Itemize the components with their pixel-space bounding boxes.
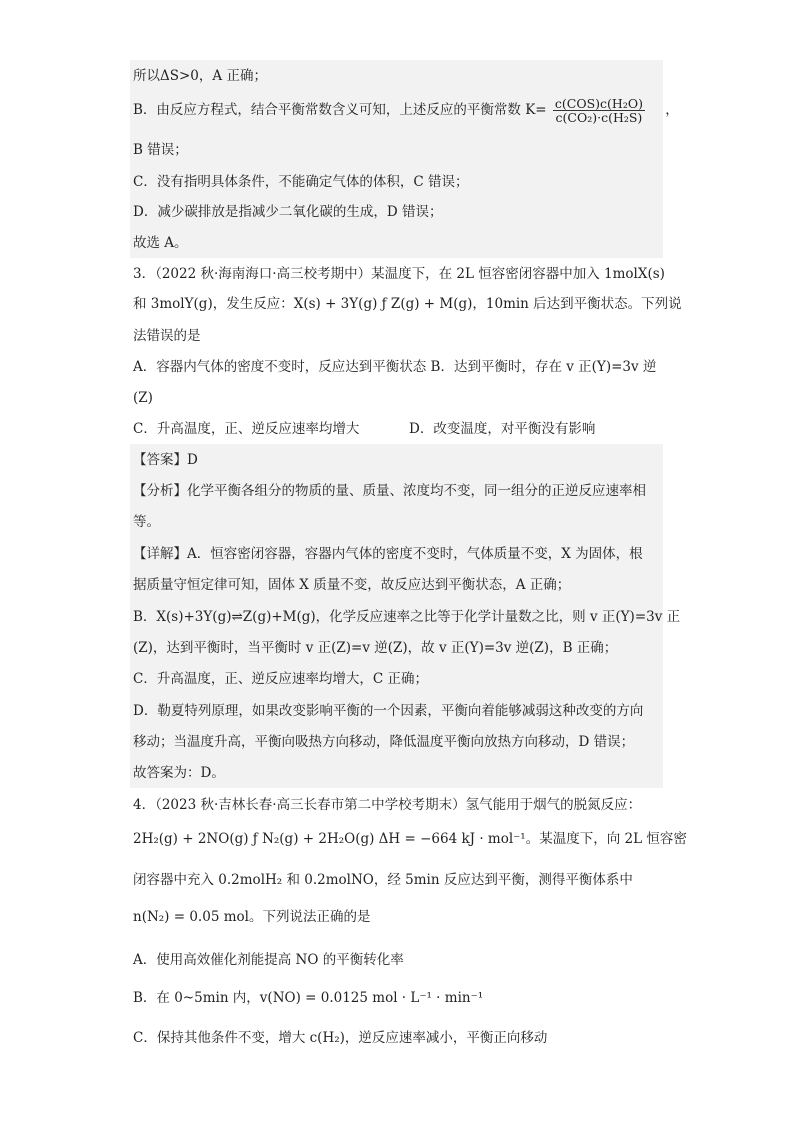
detail-line-8: 故答案为：D。 — [133, 765, 225, 781]
question-3-options-ab: A．容器内气体的密度不变时，反应达到平衡状态 B．达到平衡时，存在 v 正(Y)=3v 逆 — [133, 359, 657, 375]
analysis-line-2: 等。 — [133, 514, 160, 530]
question-4-option-a: A．使用高效催化剂能提高 NO 的平衡转化率 — [133, 952, 404, 968]
question-4-reaction: 2H₂(g) + 2NO(g) ƒ N₂(g) + 2H₂O(g) ΔH = −664 kJ · mol⁻¹。某温度下，向 2L 恒容密 — [133, 831, 687, 847]
detail-line-6: D．勒夏特列原理，如果改变影响平衡的一个因素，平衡向着能够减弱这种改变的方向 — [133, 703, 644, 719]
detail-line-1: 【详解】A．恒容密闭容器，容器内气体的密度不变时，气体质量不变，X 为固体，根 — [133, 546, 643, 562]
analysis-line-1: 【分析】化学平衡各组分的物质的量、质量、浓度均不变，同一组分的正逆反应速率相 — [133, 483, 646, 499]
question-3-option-d: D．改变温度，对平衡没有影响 — [409, 421, 596, 437]
question-4-header: 4．（2023 秋·吉林长春·高三长春市第二中学校考期末）氢气能用于烟气的脱氮反应： — [133, 797, 642, 813]
fraction-numerator: c(COS)c(H₂O) — [554, 96, 643, 111]
question-4-setup: 闭容器中充入 0.2molH₂ 和 0.2molNO，经 5min 反应达到平衡，测得平衡体系中 — [133, 872, 633, 888]
detail-line-4: (Z)，达到平衡时，当平衡时 v 正(Z)=v 逆(Z)，故 v 正(Y)=3v 逆(Z)，B 正确； — [133, 640, 618, 656]
question-4-option-b: B．在 0~5min 内，v(NO) = 0.0125 mol · L⁻¹ · min⁻¹ — [133, 990, 484, 1006]
equilibrium-constant-fraction — [553, 97, 645, 124]
detail-line-5: C．升高温度，正、逆反应速率均增大，C 正确； — [133, 671, 428, 687]
fraction-denominator: c(CO₂)·c(H₂S) — [555, 110, 643, 125]
text-line-4: C．没有指明具体条件，不能确定气体的体积，C 错误； — [133, 174, 469, 190]
trailing-comma: ， — [665, 102, 679, 118]
question-4-prompt: n(N₂) = 0.05 mol。下列说法正确的是 — [133, 909, 371, 925]
question-3-prompt: 法错误的是 — [133, 328, 201, 344]
question-3-reaction: 和 3molY(g)，发生反应：X(s) + 3Y(g) ƒ Z(g) + M(g)，10min 后达到平衡状态。下列说 — [133, 296, 682, 312]
equilibrium-constant-text: B．由反应方程式，结合平衡常数含义可知，上述反应的平衡常数 K= — [133, 102, 547, 118]
text-line-1: 所以ΔS>0，A 正确； — [133, 68, 267, 84]
question-3-option-c: C．升高温度，正、逆反应速率均增大 — [133, 421, 360, 437]
detail-line-3: B．X(s)+3Y(g)⇌Z(g)+M(g)，化学反应速率之比等于化学计量数之比，则 v 正(Y)=3v 正 — [133, 609, 681, 625]
answer-label: 【答案】D — [133, 452, 198, 468]
text-line-2 — [133, 97, 679, 124]
text-line-3: B 错误； — [133, 142, 188, 158]
question-4-option-c: C．保持其他条件不变，增大 c(H₂)，逆反应速率减小，平衡正向移动 — [133, 1030, 548, 1046]
question-3-header: 3．（2022 秋·海南海口·高三校考期中）某温度下，在 2L 恒容密闭容器中加入 1molX(s) — [133, 266, 665, 282]
text-line-6: 故选 A。 — [133, 235, 188, 251]
shaded-solution-block-1 — [130, 60, 663, 258]
text-line-5: D．减少碳排放是指减少二氧化碳的生成，D 错误； — [133, 204, 443, 220]
detail-line-2: 据质量守恒定律可知，固体 X 质量不变，故反应达到平衡状态，A 正确； — [133, 577, 571, 593]
detail-line-7: 移动；当温度升高，平衡向吸热方向移动，降低温度平衡向放热方向移动，D 错误； — [133, 734, 635, 750]
question-3-option-b-cont: (Z) — [133, 390, 153, 406]
